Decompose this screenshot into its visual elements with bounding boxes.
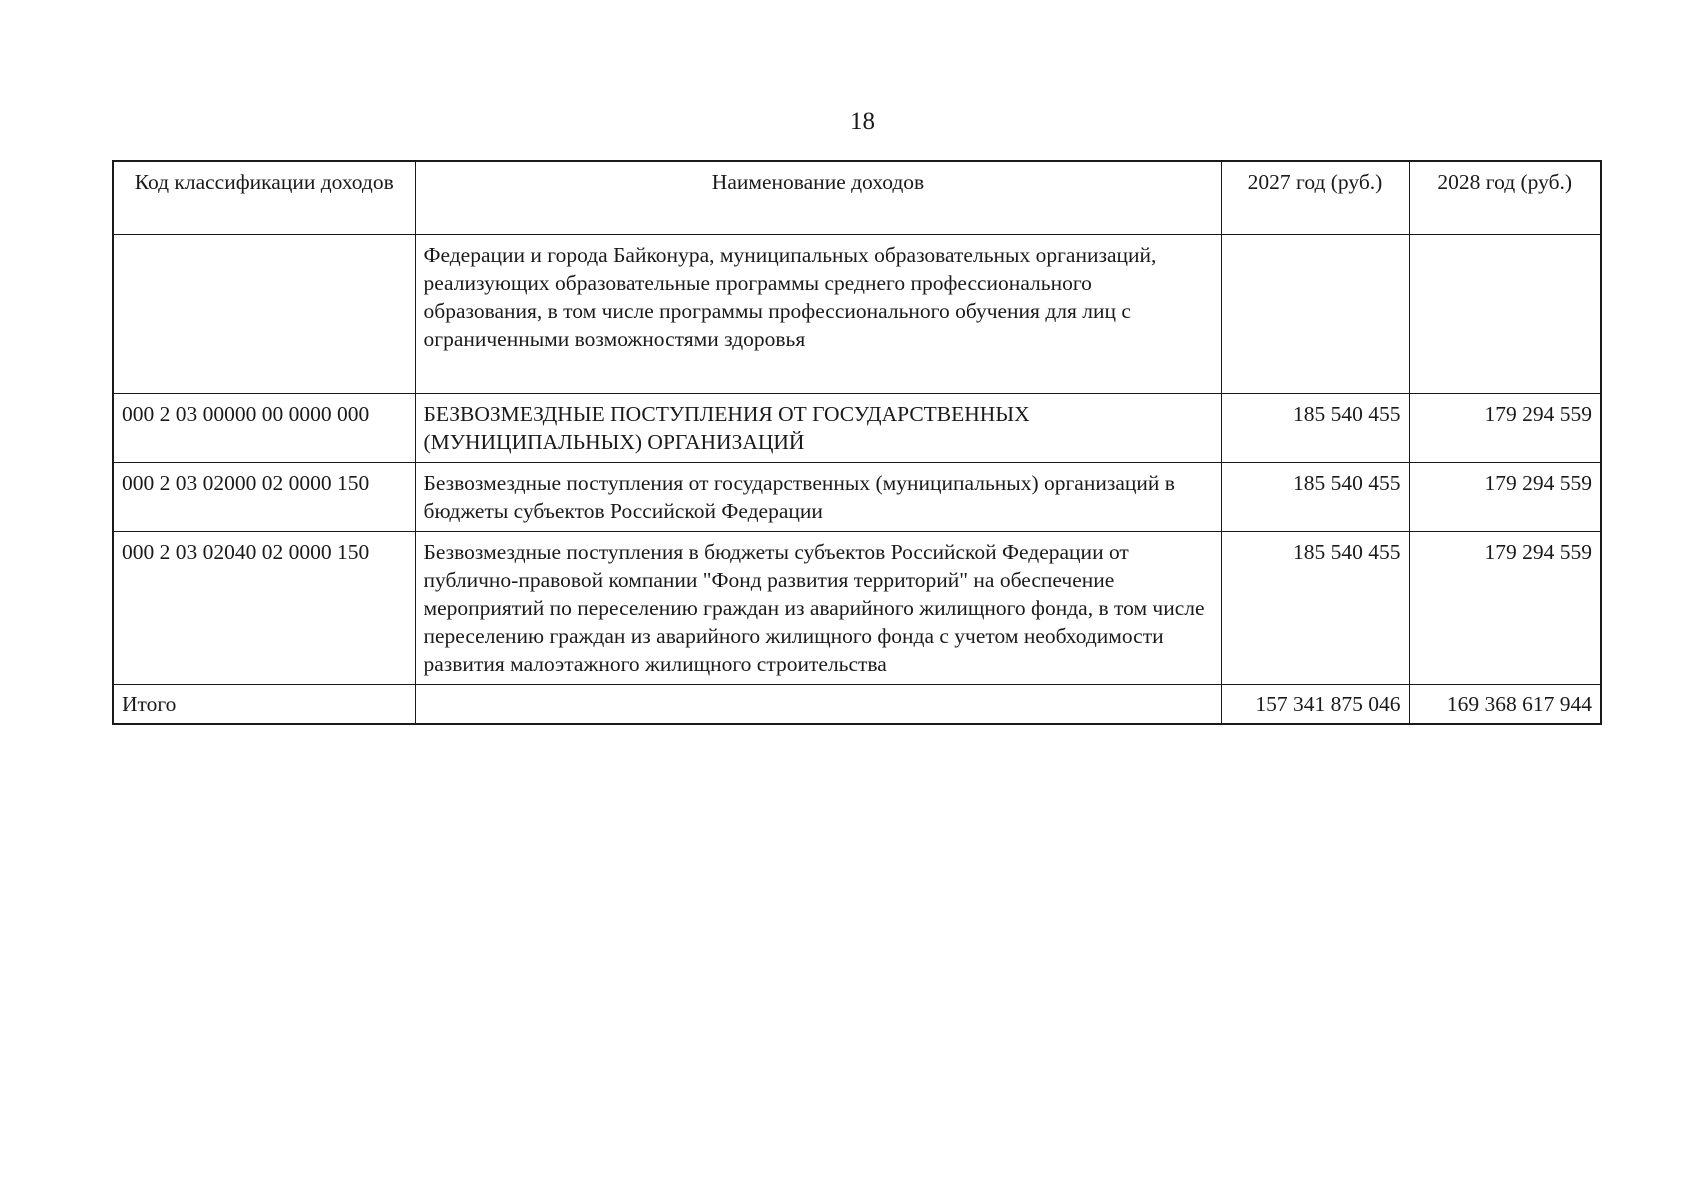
cell-year-2027: 185 540 455 <box>1221 532 1409 685</box>
cell-year-2028 <box>1409 235 1601 394</box>
header-code: Код классификации доходов <box>113 161 415 235</box>
cell-name: Безвозмездные поступления от государственных (муниципальных) организаций в бюджеты субъектов Российской Федерации <box>415 463 1221 532</box>
cell-name: Федерации и города Байконура, муниципальных образовательных организаций, реализующих образовательные программы среднего профессионального образования, в том числе программы профессионального обучения для лиц с ограниченными возможностями здоровья <box>415 235 1221 394</box>
table-row <box>113 463 1601 532</box>
total-year-2028: 169 368 617 944 <box>1409 685 1601 725</box>
table-row <box>113 532 1601 685</box>
total-label: Итого <box>113 685 415 725</box>
table-row <box>113 235 1601 394</box>
header-name: Наименование доходов <box>415 161 1221 235</box>
cell-year-2027 <box>1221 235 1409 394</box>
header-year-2027: 2027 год (руб.) <box>1221 161 1409 235</box>
total-name <box>415 685 1221 725</box>
header-year-2028: 2028 год (руб.) <box>1409 161 1601 235</box>
cell-code <box>113 235 415 394</box>
cell-code: 000 2 03 00000 00 0000 000 <box>113 394 415 463</box>
cell-year-2028: 179 294 559 <box>1409 532 1601 685</box>
cell-year-2027: 185 540 455 <box>1221 394 1409 463</box>
cell-code: 000 2 03 02000 02 0000 150 <box>113 463 415 532</box>
cell-year-2027: 185 540 455 <box>1221 463 1409 532</box>
total-row <box>113 685 1601 725</box>
revenue-table <box>112 160 1602 725</box>
table-header-row <box>113 161 1601 235</box>
page-number: 18 <box>850 108 875 135</box>
cell-name: Безвозмездные поступления в бюджеты субъектов Российской Федерации от публично-правовой компании "Фонд развития территорий" на обеспечение мероприятий по переселению граждан из аварийного жилищного фонда, в том числе переселению граждан из аварийного жилищного фонда с учетом необходимости развития малоэтажного жилищного строительства <box>415 532 1221 685</box>
cell-year-2028: 179 294 559 <box>1409 463 1601 532</box>
table-row <box>113 394 1601 463</box>
total-year-2027: 157 341 875 046 <box>1221 685 1409 725</box>
cell-year-2028: 179 294 559 <box>1409 394 1601 463</box>
cell-code: 000 2 03 02040 02 0000 150 <box>113 532 415 685</box>
cell-name: БЕЗВОЗМЕЗДНЫЕ ПОСТУПЛЕНИЯ ОТ ГОСУДАРСТВЕННЫХ (МУНИЦИПАЛЬНЫХ) ОРГАНИЗАЦИЙ <box>415 394 1221 463</box>
